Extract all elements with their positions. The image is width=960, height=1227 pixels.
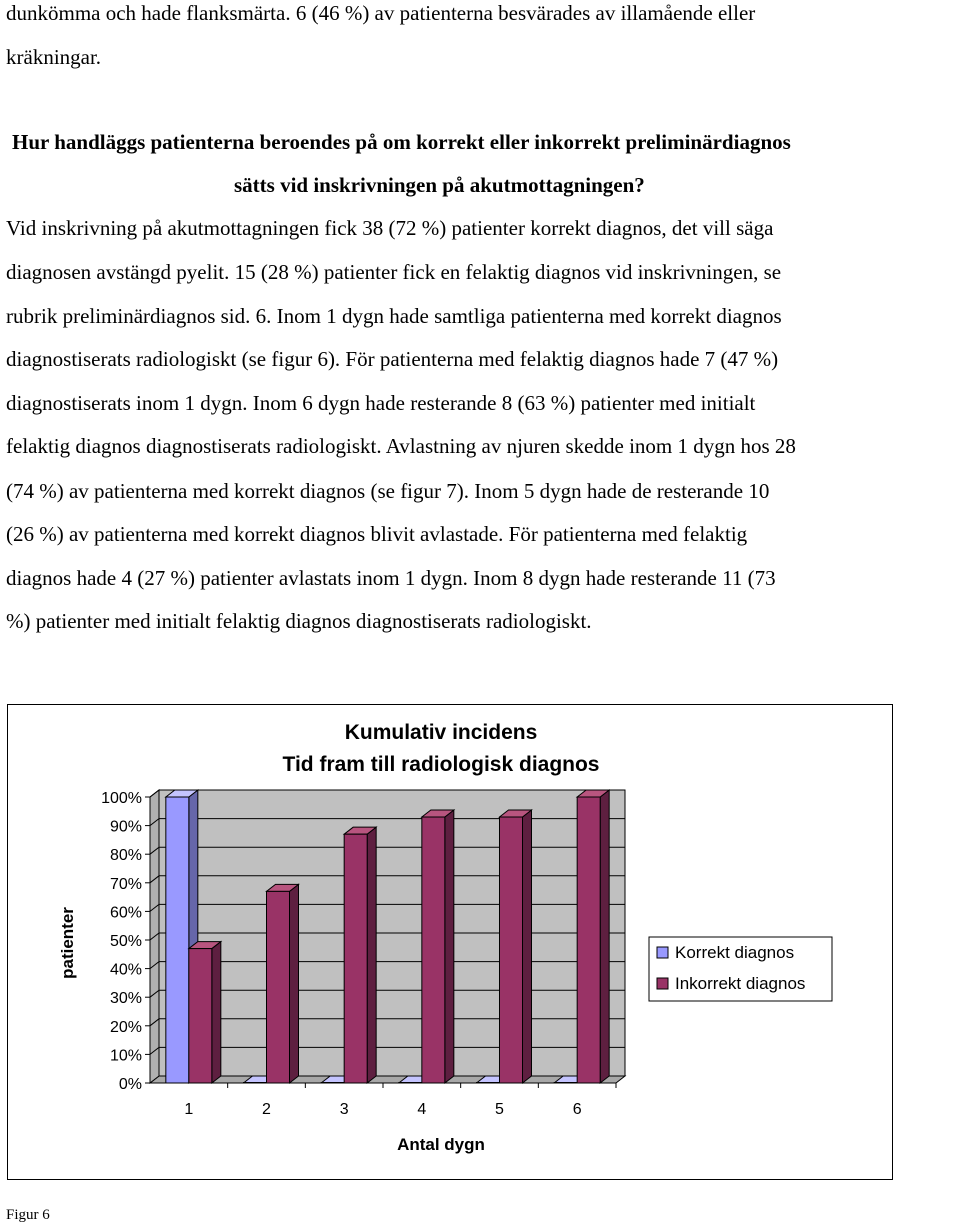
bar-korrekt-diagnos-5 — [477, 1083, 500, 1084]
legend-label-2: Inkorrekt diagnos — [675, 974, 806, 993]
bar-inkorrekt-diagnos-3-side — [367, 827, 376, 1083]
intro-line-2: kräkningar. — [6, 45, 102, 69]
y-axis-label: patienter — [58, 907, 77, 979]
figure-caption: Figur 6 — [6, 1207, 50, 1223]
x-axis-label: Antal dygn — [397, 1135, 485, 1154]
bar-inkorrekt-diagnos-2 — [267, 891, 290, 1083]
plot-floor — [150, 1076, 625, 1083]
legend-label-1: Korrekt diagnos — [675, 943, 795, 962]
x-tick-label: 5 — [495, 1101, 504, 1118]
bar-inkorrekt-diagnos-1-side — [212, 942, 221, 1083]
bar-chart — [8, 705, 892, 1179]
bar-korrekt-diagnos-1 — [166, 797, 189, 1083]
legend-swatch-1 — [657, 947, 668, 958]
chart-title-line-2: Tid fram till radiologisk diagnos — [282, 753, 600, 776]
bar-inkorrekt-diagnos-6-side — [600, 790, 609, 1083]
bar-korrekt-diagnos-2 — [244, 1083, 267, 1084]
bar-inkorrekt-diagnos-3 — [344, 834, 367, 1083]
x-tick-label: 6 — [572, 1101, 582, 1118]
section-heading-line-2: sätts vid inskrivningen på akutmottagningen? — [234, 173, 645, 197]
y-tick-label: 30% — [109, 990, 142, 1008]
section-heading-line-1: Hur handläggs patienterna beroendes på om korrekt eller inkorrekt preliminärdiagnos — [12, 130, 791, 154]
bar-inkorrekt-diagnos-4 — [422, 817, 445, 1083]
y-tick-label: 40% — [109, 961, 142, 979]
y-tick-label: 60% — [109, 904, 142, 922]
body-line-1: Vid inskrivning på akutmottagningen fick 38 (72 %) patienter korrekt diagnos, det vill säga — [6, 216, 774, 240]
y-tick-label: 80% — [109, 847, 142, 865]
legend-swatch-2 — [657, 978, 668, 989]
x-tick-label: 2 — [262, 1101, 271, 1118]
body-line-10: %) patienter med initialt felaktig diagnos diagnostiserats radiologiskt. — [6, 609, 592, 633]
body-line-3: rubrik preliminärdiagnos sid. 6. Inom 1 dygn hade samtliga patienterna med korrekt diagnos — [6, 304, 782, 328]
y-tick-label: 70% — [109, 875, 142, 893]
chart-frame — [7, 704, 893, 1180]
y-tick-label: 10% — [109, 1047, 142, 1065]
body-line-4: diagnostiserats radiologiskt (se figur 6). För patienterna med felaktig diagnos hade 7 (47 %) — [6, 347, 779, 371]
bar-inkorrekt-diagnos-2-side — [290, 884, 299, 1083]
bar-inkorrekt-diagnos-1 — [189, 949, 212, 1083]
x-tick-label: 4 — [417, 1101, 427, 1118]
y-tick-label: 20% — [109, 1018, 142, 1036]
bar-korrekt-diagnos-3 — [321, 1083, 344, 1084]
body-line-7: (74 %) av patienterna med korrekt diagnos (se figur 7). Inom 5 dygn hade de resterande 10 — [6, 479, 770, 503]
y-tick-label: 50% — [109, 933, 142, 950]
bar-inkorrekt-diagnos-5 — [500, 817, 523, 1083]
y-tick-label: 0% — [118, 1076, 142, 1093]
bar-inkorrekt-diagnos-5-side — [523, 810, 532, 1083]
intro-line-1: dunkömma och hade flanksmärta. 6 (46 %) av patienterna besvärades av illamående eller — [6, 1, 756, 25]
x-tick-label: 3 — [339, 1101, 349, 1118]
bar-korrekt-diagnos-6 — [554, 1083, 577, 1084]
bar-inkorrekt-diagnos-6 — [577, 797, 600, 1083]
body-line-8: (26 %) av patienterna med korrekt diagnos blivit avlastade. För patienterna med felaktig — [6, 522, 748, 546]
bar-inkorrekt-diagnos-4-side — [445, 810, 454, 1083]
body-line-5: diagnostiserats inom 1 dygn. Inom 6 dygn hade resterande 8 (63 %) patienter med initialt — [6, 391, 756, 415]
y-tick-label: 90% — [109, 818, 142, 836]
body-line-9: diagnos hade 4 (27 %) patienter avlastats inom 1 dygn. Inom 8 dygn hade resterande 11 (73 — [6, 566, 776, 590]
x-tick-label: 1 — [184, 1101, 194, 1118]
body-line-6: felaktig diagnos diagnostiserats radiologiskt. Avlastning av njuren skedde inom 1 dygn hos 28 — [6, 434, 796, 458]
y-tick-label: 100% — [101, 790, 142, 807]
chart-title-line-1: Kumulativ incidens — [344, 721, 538, 744]
body-line-2: diagnosen avstängd pyelit. 15 (28 %) patienter fick en felaktig diagnos vid inskrivningen, se — [6, 260, 782, 284]
bar-korrekt-diagnos-4 — [399, 1083, 422, 1084]
